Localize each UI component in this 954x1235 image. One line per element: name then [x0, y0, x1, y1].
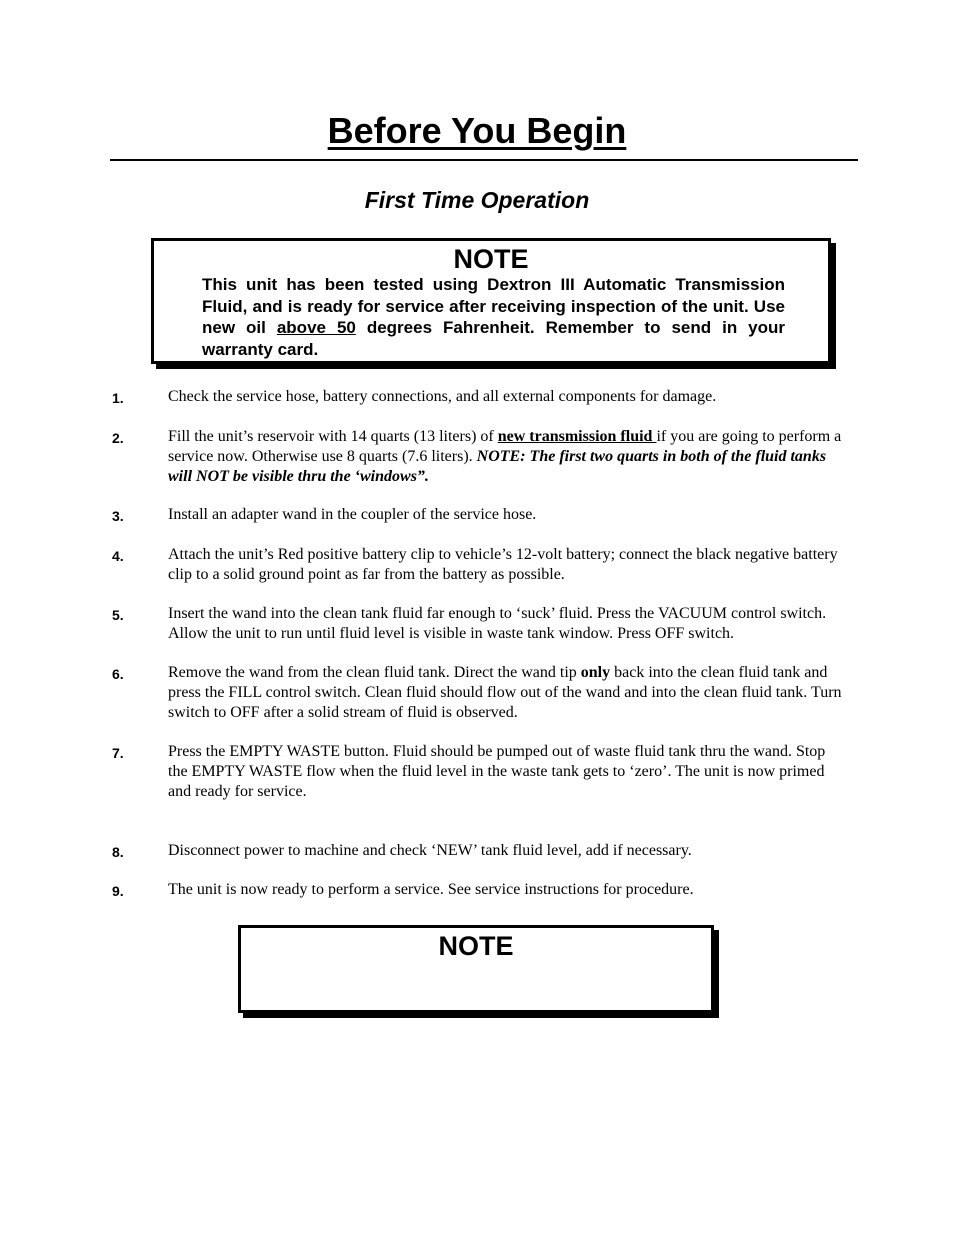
step-text: The unit is now ready to perform a service. See service instructions for procedure.	[168, 881, 694, 898]
step-text: Insert the wand into the clean tank fluid far enough to ‘suck’ fluid. Press the VACUUM control switch. Allow the unit to run until fluid level is visible in waste tank window. Press OFF switch.	[168, 605, 827, 642]
step-text: Press the EMPTY WASTE button. Fluid should be pumped out of waste fluid tank thru the wand. Stop the EMPTY WASTE flow when the fluid level in the waste tank gets to ‘zero’. The unit is now primed and ready for service.	[168, 743, 826, 800]
note-text-part: This unit has been tested using Dextron III Automatic Transmission Fluid, and is ready for service after receiving inspection of the unit. Use new oil	[202, 275, 785, 337]
section-subtitle: First Time Operation	[364, 187, 590, 213]
step-text	[168, 663, 844, 723]
page-title: Before You Begin	[327, 110, 627, 151]
step-text: Attach the unit’s Red positive battery clip to vehicle’s 12-volt battery; connect the black negative battery clip to a solid ground point as far from the battery as possible.	[168, 546, 838, 583]
step-text-part: Fill the unit’s reservoir with 14 quarts (13 liters) of	[168, 428, 498, 445]
step-emphasis: only	[580, 664, 611, 681]
note-heading: NOTE	[438, 931, 514, 961]
title-divider	[110, 159, 858, 161]
note-box-top	[151, 238, 831, 364]
note-text-part: degrees Fahrenheit. Remember to send in your warranty card.	[202, 318, 786, 359]
step-number: 7.	[112, 745, 124, 761]
step-number: 2.	[112, 430, 124, 446]
step-number: 6.	[112, 666, 124, 682]
step-text: Disconnect power to machine and check ‘NEW’ tank fluid level, add if necessary.	[168, 842, 692, 859]
step-number: 9.	[112, 883, 124, 899]
note-text	[202, 274, 785, 360]
note-heading: NOTE	[453, 244, 529, 274]
step-number: 3.	[112, 508, 124, 524]
step-text: Install an adapter wand in the coupler of the service hose.	[168, 506, 537, 523]
note-box-bottom	[238, 925, 714, 1013]
note-underlined-text: above 50	[276, 318, 356, 337]
step-number: 1.	[112, 390, 124, 406]
step-note: NOTE: The first two quarts in both of the fluid tanks will NOT be visible thru the ‘windows”.	[168, 448, 827, 485]
step-text-part: back into the clean fluid tank and press the FILL control switch. Clean fluid should flow out of the wand and into the clean fluid tank. Turn switch to OFF after a solid stream of fluid is observed.	[168, 664, 842, 721]
step-number: 8.	[112, 844, 124, 860]
step-text-part: if you are going to perform a service now. Otherwise use 8 quarts (7.6 liters).	[168, 428, 842, 465]
step-text: Check the service hose, battery connections, and all external components for damage.	[168, 388, 717, 405]
step-emphasis: new transmission fluid	[497, 428, 657, 445]
step-text-part: Remove the wand from the clean fluid tank. Direct the wand tip	[168, 664, 581, 681]
step-number: 5.	[112, 607, 124, 623]
step-number: 4.	[112, 548, 124, 564]
step-text	[168, 427, 844, 487]
